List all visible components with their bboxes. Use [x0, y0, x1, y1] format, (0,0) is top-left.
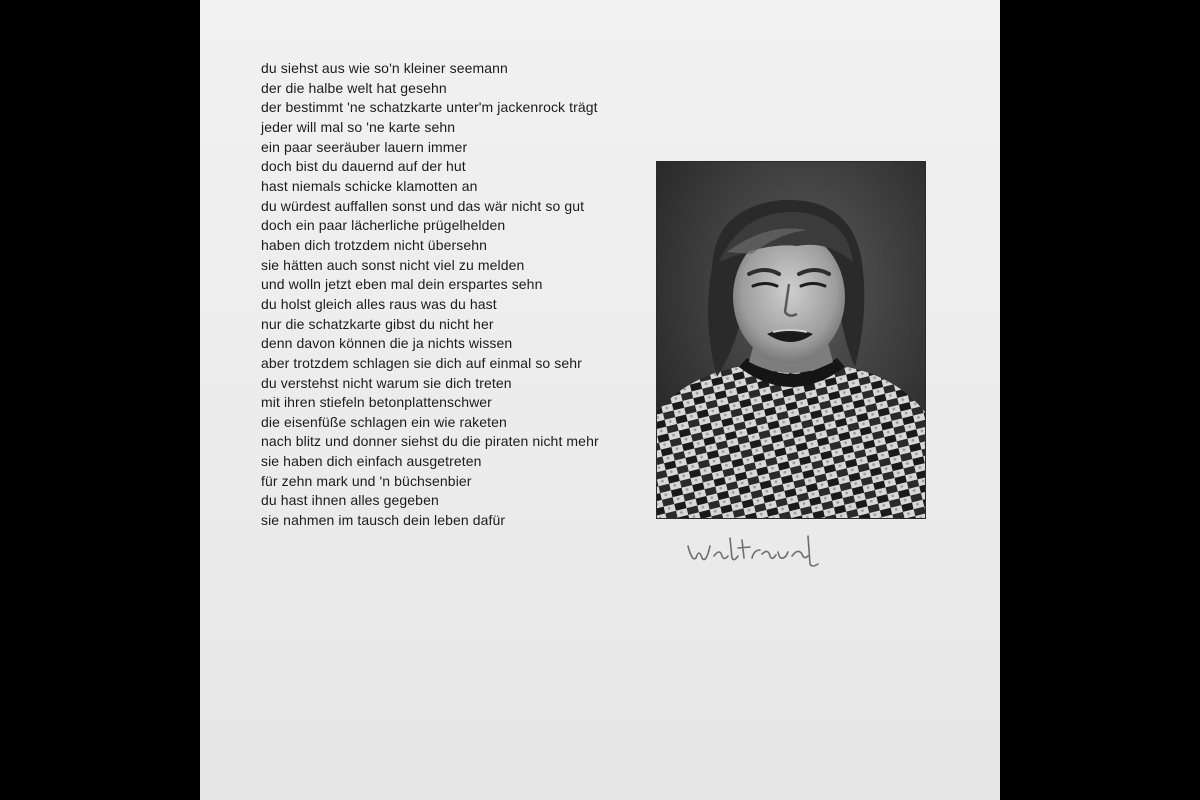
poem-line: der die halbe welt hat gesehn	[261, 79, 447, 96]
poem-line: haben dich trotzdem nicht übersehn	[261, 236, 487, 253]
poem-line: doch ein paar lächerliche prügelhelden	[261, 217, 506, 234]
poem-line: sie haben dich einfach ausgetreten	[261, 453, 482, 470]
handwritten-signature	[684, 528, 824, 578]
poem-line: nach blitz und donner siehst du die piraten nicht mehr	[261, 433, 599, 450]
poem-line: du würdest auffallen sonst und das wär nicht so gut	[261, 197, 585, 214]
portrait-photo	[656, 161, 926, 519]
poem-line: aber trotzdem schlagen sie dich auf einmal so sehr	[261, 354, 582, 371]
portrait-illustration	[657, 162, 925, 518]
poem-line: und wolln jetzt eben mal dein erspartes sehn	[261, 276, 543, 293]
poem-line: du holst gleich alles raus was du hast	[261, 295, 497, 312]
poem-line: der bestimmt 'ne schatzkarte unter'm jackenrock trägt	[261, 99, 598, 116]
poem-line: doch bist du dauernd auf der hut	[261, 158, 466, 175]
poem-text	[261, 59, 661, 531]
poem-line: ein paar seeräuber lauern immer	[261, 138, 468, 155]
poem-line: nur die schatzkarte gibst du nicht her	[261, 315, 494, 332]
poem-line: hast niemals schicke klamotten an	[261, 177, 478, 194]
poem-line: sie nahmen im tausch dein leben dafür	[261, 512, 506, 529]
poem-line: die eisenfüße schlagen ein wie raketen	[261, 413, 507, 430]
poem-line: mit ihren stiefeln betonplattenschwer	[261, 394, 492, 411]
poem-line: denn davon können die ja nichts wissen	[261, 335, 513, 352]
poem-line: du siehst aus wie so'n kleiner seemann	[261, 60, 508, 76]
printed-page	[200, 0, 1000, 800]
poem-line: sie hätten auch sonst nicht viel zu melden	[261, 256, 525, 273]
poem-line: du hast ihnen alles gegeben	[261, 492, 439, 509]
poem-line: du verstehst nicht warum sie dich treten	[261, 374, 512, 391]
poem-line: für zehn mark und 'n büchsenbier	[261, 472, 472, 489]
poem-line: jeder will mal so 'ne karte sehn	[261, 118, 456, 135]
